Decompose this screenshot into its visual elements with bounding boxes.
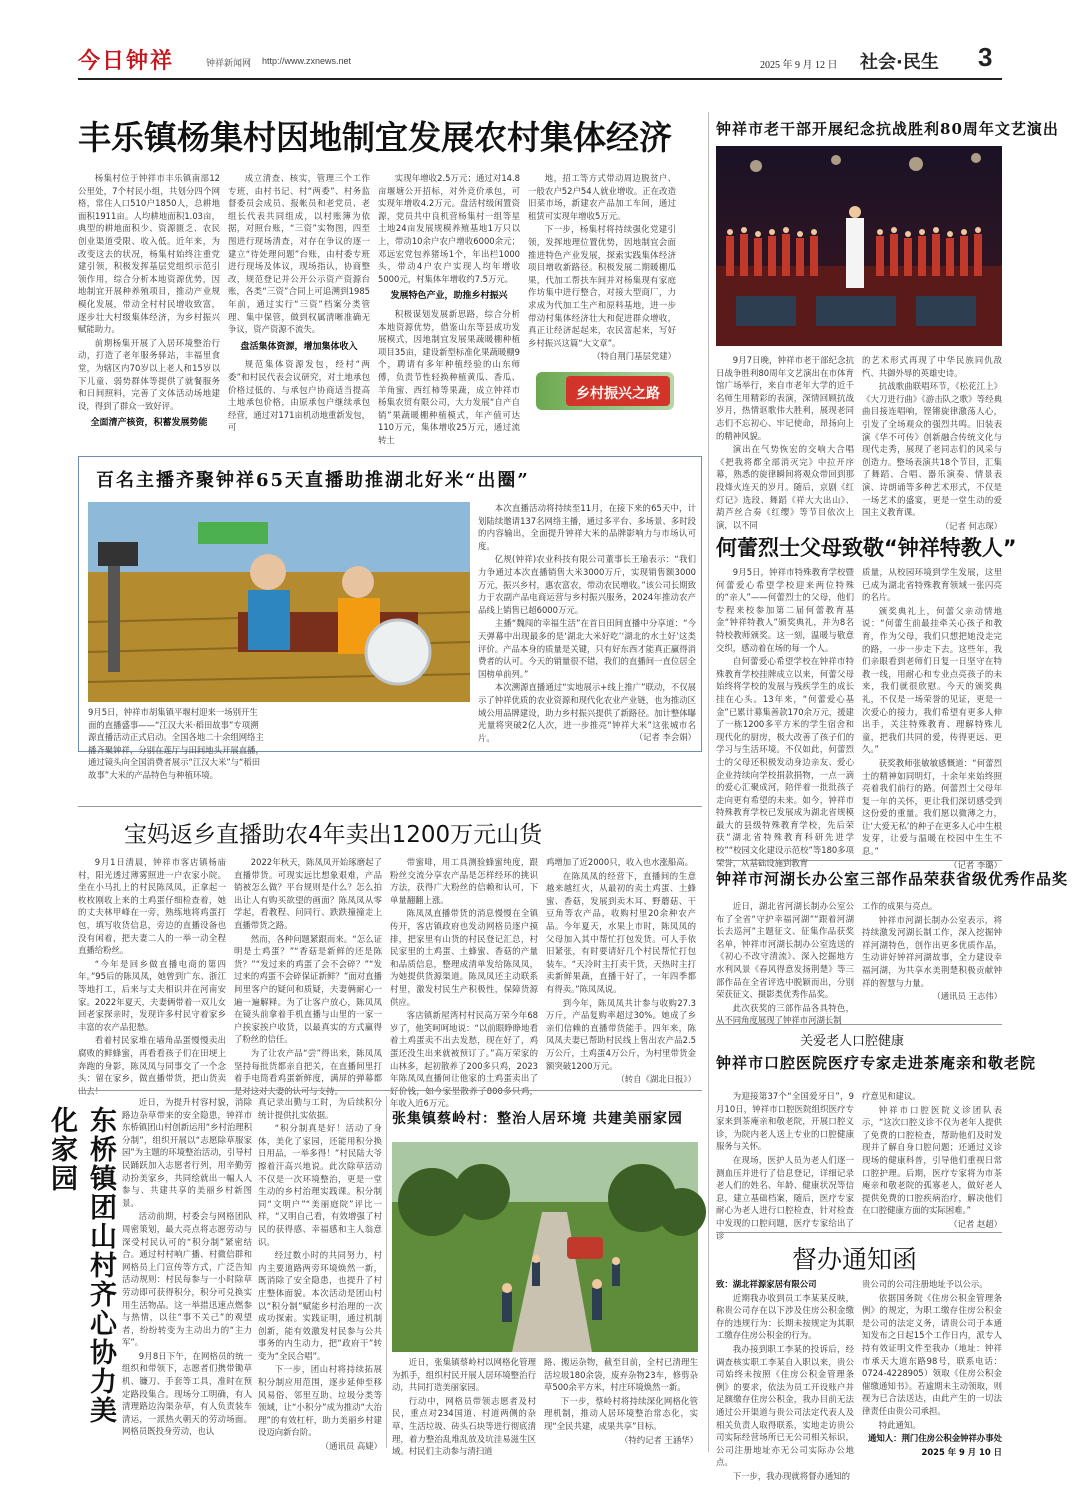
rural-revitalization-tag: 乡村振兴之路 [566,376,670,406]
page-number: 3 [978,42,993,72]
article8-col1 [122,1096,252,1442]
paragraph: 积极谋划发展新思路，综合分析本地资源优势，借鉴山东等县成功发展模式，因地制宜发展果蔬暖棚种植项目35亩，建设新型标准化果蔬暖棚9个，聘请有多年种植经验的山东师傅，负责节性轻换种植黄瓜、香瓜、羊角蜜、西红柿等果蔬，成立钟祥市杨集农贸有限公司，大力发展“自产自销”果蔬暖棚种植模式，年产值可达110万元，集体增收25万元，通过流转土 [378,308,520,445]
section-divider [716,1024,1002,1025]
paragraph: “今年是回乡做直播电商的第四年。”95后的陈凤凤，她曾到广东、浙江等地打工，后来与丈夫相识并在河南安家。2022年夏天，夫妻俩带着一双儿女回老家探亲时，发现许多村民守着家乡丰富的农产品犯愁。 [78,958,226,1032]
site-name: 钟祥新闻网 [206,58,252,68]
section-divider [78,1090,702,1091]
article9-col2 [544,1356,698,1452]
paragraph: 实现年增收2.5万元；通过对14.8亩堰塘公开招标，对外竞价承包，可实现年增收4.2万元。盘活村级闲置资源，党员共中良机营杨集村一组等星土地24亩发展规模养殖基地1万只以上，带动10余户农户增收6000余元；邓远宏党包养猪场1个，年出栏1000头，带动4户农户实现人均年增收5000元，村集体年增收约7.5万元。 [378,173,520,284]
village-cleanup-photo [392,1142,698,1352]
article2-byline: （记者 何志琛） [940,520,1002,531]
paragraph: 陈凤凤直播带货的消息慢慢在全镇传开，客店镇政府也发动网格员逐户摸排，把家里有山货的村民登记汇总，村民家里的土鸡蛋、土蜂蜜、香菇的产量和品质信息，整理成清单发给陈凤凤，为她提供货源渠道。陈凤凤还主动联系村里，激发村民生产积极性，保障货源供应。 [390,908,538,1007]
paragraph: 贵公司的公司注册地址予以公示。 [862,1279,988,1289]
article7-title: 钟祥市口腔医院医疗专家走进茶庵亲和敬老院 [716,1054,1037,1072]
paragraph: 特此通知。 [878,1419,921,1430]
article4-title: 何蕾烈士父母致敬“钟祥特教人” [716,536,1017,560]
paragraph: 2022年秋天，陈凤凤开始琢磨起了直播带货。可现实远比想象艰难，产品销被怎么做？平台规则是什么？怎么拍出让人有购买欲望的画面？陈凤凤从零学起，看教程、问同行、跌跌撞撞走上直播带货之路。 [234,857,382,930]
paragraph: 9月7日晚，钟祥市老干部纪念抗日战争胜利80周年文艺演出在市体育馆广场举行，来自市老年大学的近千名师生用精彩的表演，深情回顾抗战岁月，热情讴歌伟大胜利，展现老同志们不忘初心、牢记使命，昂扬向上的精神风貌。 [716,355,854,441]
notice-sign-date: 2025 年 9 月 10 日 [921,1446,1002,1457]
article6-col1 [716,900,854,1030]
section-divider [78,806,702,807]
article7-col1 [716,1090,854,1241]
paragraph: 9月8日下午，在网格员的统一组织和带领下，志愿者们携带锄草机、镰刀、手套等工具，准时在预定路段集合。现场分工明确，有人清理路边沟渠杂草，有人负责装车清运，一派热火朝天的劳动场面。网格员既投身劳动，也认 [122,1350,252,1437]
article1-col2 [228,172,370,433]
article2-col2 [862,354,1002,532]
article5-col2 [234,856,382,1096]
section-divider [716,1232,1002,1233]
livestream-photo [88,502,470,702]
article9-title: 张集镇蔡岭村：整治人居环境 共建美丽家园 [392,1111,683,1127]
paragraph: 工作的成果与亮点。 [862,901,938,911]
paragraph: 本次直播活动将持续至11月，在接下来的65天中，计划陆续邀请137名网络主播，通过多平台、多场景、多时段的内容输出，全面提升钟祥大米的品牌影响力与市场认可度。 [478,503,696,551]
paragraph: 客店镇新屋湾村村民高万荣今年68岁了，他笑呵呵地说：“以前眼睁睁地看着土鸡蛋卖不出去发愁，现在好了，鸡蛋还没生出来就被预订了。”高万荣家的山林多，起初散养了200多只鸡，2023年陈凤凤直播间让他家的土鸡蛋卖出了好价钱，如今家里散养了800多只鸡，年收入近6万元。 [390,1010,538,1109]
paragraph: 地，招工等方式带动周边脱贫户、一般农户52户54人就业增收。正在改造旧菜市场，新建农产品加工车间，通过租赁可实现年增收5万元。 [528,173,676,221]
paragraph: 在现场，医护人员为老人们逐一测血压并进行了信息登记，详细记录老人们的姓名、年龄、健康状况等信息，建立基础档案，随后，医疗专家耐心为老人进行口腔检查，针对检查中发现的口腔问题，医疗专家给出了诊 [716,1154,854,1241]
paragraph: 钟祥市口腔医院义诊团队表示，“这次口腔义诊不仅为老年人提供了免费的口腔检查，帮助他们及时发现并了解自身口腔问题；还通过义诊现场的健康科普，引导他们重视日常口腔护理。后期，医疗专家将为市茶庵亲和敬老院的孤寡老人，做好老人提供免费的口腔疾病治疗，解决他们在口腔健康方面的实际困难。” [862,1104,1002,1216]
paragraph: 近日，张集镇蔡岭村以网格化管理为抓手，组织村民开展人居环境整治行动，共同打造美丽家园。 [392,1357,536,1393]
issue-date: 2025 年 9 月 12 日 [760,60,838,71]
article8-byline: （通讯员 高婕） [320,1441,382,1452]
paragraph: 看着村民家堆在墙角品蛋慢慢卖出腐败的鲜蜂蜜，再看看孩子们在田埂上奔跑的身影，陈凤凤与同事交了一个念头：留在家乡，做直播带货，把山货卖出去！ [78,1035,226,1096]
paragraph: 的艺术形式再现了中华民族同仇敌忾、共御外辱的英雄史诗。 [862,355,1002,378]
paragraph: 此次获奖的三部作品各具特色，从不同角度展现了钟祥市河湖长制 [716,1002,854,1026]
paragraph: 9月5日，钟祥市特殊教育学校暨何蕾爱心希望学校迎来两位特殊的“亲人”——何蕾烈士的父母，他们专程来校参加第二届何蕾教育基金“钟祥特教人”颁奖典礼，并为8名特校教师颁奖。这一刻，温暖与敬意交织，感动着在场的每一个人。 [716,567,854,653]
performance-photo [716,146,1002,346]
paragraph: 疗意见和建议。 [862,1091,921,1101]
paragraph: 近日，湖北省河湖长制办公室公布了全省“守护幸福河湖”“跟着河湖长去巡河”主题征文、征集作品获奖名单，钟祥市河湖长制办公室选送的《初心不改守清流》、深入挖掘地方水利风景《春风得意发扬荆楚》等三部作品在全省评选中脱颖而出，分别荣获征文、摄影类优秀作品奖。 [716,901,854,1000]
article5-col3 [390,856,538,1109]
column-divider [386,1096,387,1448]
paragraph: 主播“魏闯的幸福生活”在首日田间直播中分享道：“今天弹幕中出现最多的是‘湖北大米好吃’‘湖北的水土好’这类评价。产品本身的质量是关键，只有好东西才能真正赢得消费者的认可。今天的销量很不错，我们的直播间一直位居全国榜单前列。” [478,618,696,679]
article10-title: 督办通知函 [792,1245,918,1274]
livestream-field-image [88,502,470,702]
paragraph: 下一步，杨集村将持续强化党建引领，发挥地理位置优势，因地制宜会面推进特色产业发展，探索实践集体经济项目增收新路径。积极发展二期暖棚瓜果，代加工帮扶车间并对杨集现有家庭作坊集中进行整合，对接大型商厂，力求成为代加工生产和原料基地，进一步带动村集体经济壮大和促进群众增收，真正让经济起起来，农民富起来，写好乡村振兴这篇“大文章”。 [528,224,676,348]
article1-col1 [78,172,220,429]
paragraph: 本次溯源直播通过“实地展示+线上推广”联动，不仅展示了钟祥优质的农业资源和现代化农业产业链，也为推动区域公用品牌建设，助力乡村振兴提供了新路径。加计整体曝光量将突破2亿人次，进一步推亮“钟祥大米”这张城市名片。 [478,682,696,743]
paragraph: 依据国务院《住房公积金管理条例》的规定，为职工缴存住房公积金是公司的法定义务，请贵公司于本通知发布之日起15个工作日内，派专人持有效证明文件至我办（地址：钟祥市承天大道东路98号，联系电话：0724-4228905）领取《住房公积金催缴通知书》。若逾期未主动领取，则视为已合法送达，由此产生的一切法律责任由贵公司承担。 [862,1292,1002,1416]
article3-caption: 9月5日，钟祥市胡集镇平堰村迎来一场别开生面的直播盛事——“江汉大米·稻田故事”专项溯源直播活动正式启动。全国各地二十余组网络主播齐聚钟祥，分别在莲厅与田间地头开展直播，通过镜头向全国消费者展示“江汉大米”与“稻田故事”大米的产品特色与种植环境。 [88,707,264,780]
paragraph: 为了让农产品“尝”得出来，陈凤凤坚持每批货都亲自把关，在直播间里打着手电筒看鸡蛋新鲜度，满屏的弹幕都是对这对夫妻的认可与支持。 [234,1047,382,1096]
paragraph: 自何蕾爱心希望学校在钟祥市特殊教育学校挂牌成立以来，何蕾父母始终将学校的发展与残疾学生的成长挂在心头。13年来，“何蕾爱心基金”已累计募集善款170余万元，援建了一栋1200多平方米的学生宿舍和现代化的厨房，极大改善了孩子们的学习与生活环境。不仅如此，何蕾烈士的父母还积极发动身边亲友、爱心企业持续向学校捐款捐物，一点一滴的爱心汇聚成河，陪伴着一批批孩子走向更有希望的未来。如今，钟祥市特殊教育学校已发展成为湖北省规模最大的县级特殊教育学校，先后荣获“湖北省特殊教育科研先进学校”“校园文化建设示范校”等180多项荣誉，从基础设施到教育 [716,656,854,868]
article2-col1 [716,354,854,532]
article4-byline: （记者 李璐） [949,859,1002,870]
site-url[interactable]: http://www.zxnews.net [262,56,352,66]
paragraph: 9月1日清晨，钟祥市客店镇杨庙村，阳光透过薄雾照进一户农家小院。坐在小马扎上的村民陈凤凤，正拿起一枚枚刚收上来的土鸡蛋仔细检查着，她的丈夫林甲峰在一旁，熟练地将鸡蛋打包，填写收货信息，旁边的直播设备也没有闲着，把夫妻二人的一举一动全程直播给粉丝。 [78,857,226,956]
section-divider [716,860,1002,861]
paragraph: 亿规(钟祥)农业科技有限公司董事长王瑜表示：“我们力争通过本次直播销售大米3000万斤，实现销售额3000万元，振兴乡村，惠农富农，带动农民增收。”该公司长期致力于农副产品电商运营与乡村振兴服务，2024年推动农产品线上销售已超6000万元。 [478,554,696,615]
header-rule [78,78,1002,80]
paragraph: 钟祥市河湖长制办公室表示，将持续激发河湖长制工作，深入挖掘钟祥河湖特色，创作出更多优质作品，生动讲好钟祥河湖故事，全力建设幸福河湖，为共享水美荆楚积极贡献钟祥的智慧与力量。 [862,914,1002,988]
article6-byline: （通讯员 王志伟） [932,991,1002,1002]
paragraph: 经过数小时的共同努力，村内主要道路两旁环境焕然一新，既消除了安全隐患，也提升了村庄整体面貌。本次活动是团山村以“积分制”赋能乡村治理的一次成功探索。实践证明，通过机制创新，能有效激发村民参与公共事务的内生动力，把“政府干”转变为“全民合唱”。 [258,1250,382,1361]
article3-title: 百名主播齐聚钟祥65天直播助推湖北好米“出圈” [96,470,530,491]
article1-title: 丰乐镇杨集村因地制宜发展农村集体经济 [78,118,672,157]
paragraph: 成立清查、核实，管理三个工作专班，由村书记、村“两委”、村务监督委员会成员、报帐员和老党员、老组长代表共同组成，以村账簿为依据，对照台账，“三资”实物图，四至图进行现场清查，对存在争议的逐一建立“待处理问题”台账，由村委专班进行现场及体议，现场指认，协商整改，规范登记并公开公示资产资源台账，各类“三资”合同上可追溯到1985年前，通过实行“三资”档案分类管理、集中保管，做到权属清晰准确无争议，资产资源不流失。 [228,173,370,335]
paragraph: 杨集村位于钟祥市丰乐镇南部12公里处，7个村民小组，共划分四个网格，常住人口510户1850人，总耕地面积1911亩。人均耕地面积1.03亩，典型的耕地面积少、资源匮乏、农民创业渠道受限、收入低。近年来，为改变这去的状况，杨集村始终注重党建引领，积极发挥基层党组织示范引领作用，综合分析本地资源优势，因地制宜开展种养殖项目，推动产业规模化发展，带动全村村民增收致富，逐步壮大村级集体经济，为乡村振兴赋能助力。 [78,173,220,335]
column-divider [708,112,709,1452]
article10-col2 [862,1278,1002,1458]
notice-recipient: 致：湖北祥源家居有限公司 [716,1279,817,1289]
village-road-image [392,1142,698,1352]
article5-col1 [78,856,226,1096]
section-title: 社会·民生 [860,52,939,73]
article1-subhead1: 全面清产核资，积蓄发展势能 [90,418,208,429]
article3-text [478,502,696,743]
paragraph: 到今年，陈凤凤共计参与收购27.3万斤，产品复购率超过30%。她成了乡亲们信赖的直播带货能手。四年来，陈凤凤夫妻已帮助村民线上售出农产品2.5万公斤，土鸡蛋4万公斤，为村里带货金额突破1200万元。 [546,997,696,1071]
masthead-logo: 今日钟祥 [78,48,175,74]
paragraph: 颁奖典礼上，何蕾父亲动情地说：“何蕾生前最挂牵关心孩子和教育，作为父母，我们只想把她没走完的路，一步一步走下去。这些年，我们亲眼看到老师们日复一日坚守在特教一线，用耐心和专业点亮孩子的未来，我们就很欣慰。今天的颁奖典礼，不仅是一场荣誉的见证，更是一次爱心的接力，我们希望有更多人伸出手，关注特殊教育、理解特殊儿童，把我们共同的爱，传得更远、更久。” [862,605,1002,755]
article7-byline: （记者 赵超） [949,1218,1002,1229]
paragraph: 真记录出勤与工时，为后续积分统计提供扎实依据。 [258,1097,382,1120]
article5-title: 宝妈返乡直播助农4年卖出1200万元山货 [124,822,543,848]
article1-col3 [378,172,520,445]
paragraph: 获奖教师张敏敏感慨道：“何蕾烈士的精神如同明灯，十余年来始终照亮着我们前行的路。何蕾烈士父母年复一年的关怀，更让我们深切感受到这份爱的重量。我们愿以微薄之力，让‘大爱无私’的种子在更多人心中生根发芽，让爱与温暖在校园中生生不息。” [862,757,1002,857]
article3-byline: （记者 李会娟） [634,732,696,742]
article9-col1 [392,1356,536,1457]
article5-byline: （转自《湖北日报》） [616,1074,696,1085]
article8-title: 东桥镇团山村齐心协力美化家园 [46,1106,116,1425]
notice-sign: 通知人：荆门住房公积金钟祥办事处 [868,1433,1002,1444]
article4-col2 [862,566,1002,870]
article7-col2 [862,1090,1002,1229]
article7-kicker: 关爱老人口腔健康 [800,1034,905,1049]
paragraph: 下一步，蔡岭村将持续深化网格化管理机制，推动人居环境整治常态化，实现“全民共建，成果共享”目标。 [544,1395,698,1431]
article5-col4 [546,856,696,1085]
paragraph: 带蜜啡，用工具测验蜂蜜纯度，跟粉丝交流分享农产品是怎样经环的挑识方法，获得广大粉丝的信赖和认可，下单量翻翻上涨。 [390,857,538,905]
paragraph: 为迎接第37个“全国爱牙日”，9月10日，钟祥市口腔医院组织医疗专家来到茶庵亲和敬老院，开展口腔义诊，为院内老人送上专业的口腔健康服务与关怀。 [716,1091,854,1152]
paragraph: 路、搬运杂物，截至目前，全村已清理生活垃圾180余袋，废弃杂物23车，修剪杂草500余平方米，村庄环境焕然一新。 [544,1357,698,1393]
paragraph: 然而，各种问题紧跟而来。“怎么证明是土鸡蛋？”“香菇是新鲜的还是陈货？”“发过来的鸡蛋了会不会碎？”“发过来的鸡蛋不会碎保证新鲜？”面对直播间里客户的疑问和质疑，夫妻俩耐心一遍一遍解释。为了让客户放心，陈凤凤在镜头前拿着手机直播与山里的一家一户挨家挨户收货，以最真实的方式赢得了粉丝的信任。 [234,933,382,1045]
article1-subhead2: 盘活集体资源，增加集体收入 [240,341,358,352]
paragraph: 近日，为提升村容村貌，消除路边杂草带来的安全隐患，钟祥市东桥镇团山村创新运用“乡村治理积分制”，组织开展以“志愿除草服家园”为主题的环境整治活动，引导村民踊跃加入志愿者行列，用辛勤劳动扮美家乡，共同绘就出一幅人人参与、共建共享的美丽乡村新图景。 [122,1097,252,1208]
article4-col1 [716,566,854,868]
article1-byline: （特自荆门基层党建） [592,351,676,362]
article6-col2 [862,900,1002,1030]
paragraph: 下一步，我办现就将督办通知的 [732,1470,851,1481]
article1-subhead3: 发展特色产业，助推乡村振兴 [390,291,508,302]
paragraph: 演出在气势恢宏的交响大合唱《把我将都全部消灭完》中拉开序幕，熟悉的旋律瞬间将观众带回到那段烽火连天的岁月。随后，京剧《红灯记》选段、舞蹈《祥大大出山》、葫芦丝合奏《红缨》等节目依次上演，以不同 [716,444,854,530]
performance-stage-image [716,146,1002,346]
paragraph: 近期我办收到员工李某某反映，称贵公司存在以下涉及住房公积金缴存的违规行为：长期未按规定为其职工缴存住房公积金的行为。 [716,1292,854,1341]
paragraph: 质量，从校园环境到学生发展，这里已成为湖北省特殊教育领域一张闪亮的名片。 [862,567,1002,603]
paragraph: 活动前期，村委会与网格团队周密策划，最大亮点将志愿劳动与深受村民认可的“积分制”紧密结合。通过村村响广播、村微信群和网格员上门宣传等方式，广泛告知活动规则：村民每参与一小时除草劳动即可获得积分，积分可兑换实用生活物品。这一举措迅速点燃参与热情，以往“事不关己”的观望者，纷纷转变为主动出力的“主力军”。 [122,1211,252,1348]
article1-col4 [528,172,676,362]
paragraph: 抗战歌曲联唱环节，《松花江上》《大刀进行曲》《游击队之歌》等经典曲目接连唱响，铿锵旋律激荡人心，引发了全场观众的强烈共鸣。旧装表演《华不可传》创新融合传统文化与现代走秀，展现了老同志们的风采与创造力。整场表演共18个节目，汇集了舞蹈、合唱、器乐演奏、情景表演、诗朗诵等多种艺术形式，不仅是一场艺术的盛宴，更是一堂生动的爱国主义教育课。 [862,381,1002,518]
paragraph: “积分制真是好！活动了身体，美化了家园，还能用积分换日用品，一举多得！”村民陆大爷擦着汗高兴地说。此次除草活动不仅是一次环境整治，更是一堂生动的乡村治理实践课。积分制同“文明户”“美丽庭院”评比一样，“又明自己看，有效增强了村民的获得感、幸福感和主人翁意识。 [258,1123,382,1247]
article9-byline: （特约记者 王涵华） [619,1434,698,1445]
article6-title: 钟祥市河湖长办公室三部作品荣获省级优秀作品奖 [716,870,1069,888]
paragraph: 前期杨集开展了入居环境整治行动，打造了老年服务驿站，丰福里食堂，为辖区内70岁以上老人和15岁以下儿童、弱势群体等提供了就餐服务和日间照料，完善了文体活动场地建设，得到了群众一致好评。 [78,337,220,411]
article10-col1 [716,1278,854,1481]
paragraph: 规范集体资源发包，经村“两委”和村民代表会议研究，对土地承包价格过低的、与承包户协商适当提高土地承包价格，由原承包户继续承包经营，通过对171亩机动地重新发包，可 [228,359,370,433]
paragraph: 在陈凤凤的经营下，直播间的生意越来越红火，从最初的卖土鸡蛋、土蜂蜜、香菇，发展到卖木耳、野蘑菇、干豆角等农产品，收购村里20余种农产品。今年夏天，水果上市时，陈凤凤的父母加入其中帮忙打包发货。可人手依旧紧张，有时要请好几个村民帮忙打包装车。“天冷时主打卖干货，天热时主打卖新鲜果蔬，直播干好了，一年四季都有得卖。”陈凤凤说。 [546,870,696,994]
paragraph: 鸡增加了近2000只，收入也水涨船高。 [546,857,693,867]
paragraph: 行动中，网格员带领志愿者及村民，重点对234国道、村道两侧的杂草、生活垃圾、砖头石块等进行彻底清理，着力整治乱堆乱放及坑洼易滋生区域。村民们主动参与清扫道 [392,1395,536,1457]
rural-revitalization-banner [536,372,674,410]
article2-title: 钟祥市老干部开展纪念抗战胜利80周年文艺演出 [716,120,1059,138]
article8-col2 [258,1096,382,1452]
paragraph: 我办接到职工李某的投诉后，经调查核实职工李某自入职以来，贵公司始终未按照《住房公积金管理条例》的要求，依法为员工开设账户并足额缴存住房公积金，我办目前无法通过公开渠道与贵公司法定代表人及相关负责人取得联系，实地走访贵公司实际经营场所已无公司相关标识，公司注册地址亦无公司实际办公地点。 [716,1343,854,1468]
paragraph: 下一步，团山村将持续拓展积分制应用范围，逐步延伸至移风易俗、邻里互助、垃圾分类等领域，让“小积分”成为推动“大治理”的有效杠杆，助力美丽乡村建设迈向新台阶。 [258,1364,382,1438]
